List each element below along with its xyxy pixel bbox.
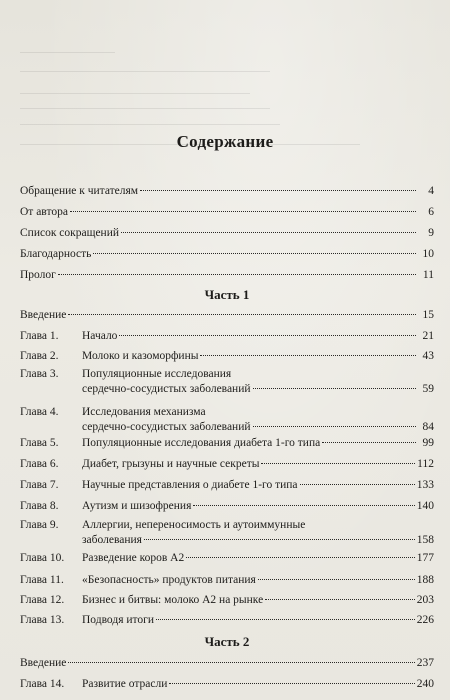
entry-title: Обращение к читателям: [20, 185, 139, 197]
entry-body: [20, 226, 434, 241]
entry-title: «Безопасность» продуктов питания: [82, 574, 256, 586]
entry-line: [82, 573, 434, 588]
entry-body: [82, 405, 434, 435]
chapter-number: Глава 11.: [20, 574, 64, 586]
chapter-number: Глава 4.: [20, 406, 59, 418]
entry-title: Популяционные исследования диабета 1-го типа: [82, 437, 321, 449]
dot-leader: [121, 231, 416, 233]
page-number: 11: [422, 269, 434, 281]
dot-leader: [265, 598, 415, 600]
entry-title: Благодарность: [20, 248, 92, 260]
entry-body: [82, 551, 434, 566]
page-number: 21: [422, 330, 434, 342]
chapter-number: Глава 3.: [20, 368, 59, 380]
chapter-number: Глава 12.: [20, 594, 65, 606]
dot-leader: [200, 354, 416, 356]
entry-body: [82, 436, 434, 451]
chapter-number: Глава 2.: [20, 350, 59, 362]
entry-line: [20, 247, 434, 262]
entry-line: [20, 205, 434, 220]
entry-body: [82, 349, 434, 364]
page-number: 158: [416, 534, 434, 546]
dot-leader: [322, 441, 416, 443]
entry-line: [20, 308, 434, 323]
dot-leader: [258, 578, 415, 580]
page-number: 6: [428, 206, 434, 218]
entry-title: Популяционные исследования: [82, 368, 232, 380]
page-number: 237: [416, 657, 434, 669]
entry-title: Введение: [20, 309, 67, 321]
page-number: 84: [422, 421, 434, 433]
entry-body: [82, 478, 434, 493]
page-number: 140: [416, 500, 434, 512]
entry-body: [20, 308, 434, 323]
entry-line: [82, 382, 434, 397]
entry-line: [82, 405, 434, 420]
entry-title: Развитие отрасли: [82, 678, 168, 690]
entry-title: Бизнес и битвы: молоко А2 на рынке: [82, 594, 264, 606]
chapter-number: Глава 1.: [20, 330, 59, 342]
entry-line: [20, 226, 434, 241]
chapter-number: Глава 8.: [20, 500, 59, 512]
chapter-number: Глава 9.: [20, 519, 59, 531]
dot-leader: [186, 556, 415, 558]
entry-line: [82, 367, 434, 382]
entry-title: Пролог: [20, 269, 56, 281]
entry-title: Диабет, грызуны и научные секреты: [82, 458, 260, 470]
entry-body: [82, 499, 434, 514]
entry-line: [82, 518, 434, 533]
page-number: 9: [428, 227, 434, 239]
chapter-number: Глава 6.: [20, 458, 59, 470]
entry-body: [20, 656, 434, 671]
dot-leader: [93, 252, 416, 254]
entry-line: [20, 184, 434, 199]
entry-title: Молоко и казоморфины: [82, 350, 199, 362]
page-number: 4: [428, 185, 434, 197]
dot-leader: [144, 538, 415, 540]
dot-leader: [261, 462, 415, 464]
entry-body: [82, 613, 434, 628]
entry-line: [20, 656, 434, 671]
part-heading: Часть 2: [204, 634, 250, 649]
dot-leader: [58, 273, 416, 275]
entry-title: Список сокращений: [20, 227, 120, 239]
entry-title: Аутизм и шизофрения: [82, 500, 192, 512]
entry-line: [82, 457, 434, 472]
dot-leader: [253, 425, 416, 427]
entry-body: [20, 184, 434, 199]
entry-title: Исследования механизма: [82, 406, 206, 418]
entry-title: От автора: [20, 206, 68, 218]
page-number: 10: [422, 248, 434, 260]
entry-line: [82, 533, 434, 548]
page-number: 133: [416, 479, 434, 491]
entry-body: [82, 573, 434, 588]
dot-leader: [140, 189, 416, 191]
entry-line: [82, 499, 434, 514]
page-number: 15: [422, 309, 434, 321]
entry-title: Введение: [20, 657, 67, 669]
entry-body: [82, 677, 434, 692]
dot-leader: [68, 661, 414, 663]
entry-line: [82, 551, 434, 566]
entry-line: [82, 349, 434, 364]
entry-body: [20, 247, 434, 262]
entry-line: [82, 677, 434, 692]
entry-body: [82, 367, 434, 397]
entry-body: [82, 457, 434, 472]
dot-leader: [300, 483, 415, 485]
page-number: 112: [417, 458, 434, 470]
entry-body: [82, 518, 434, 548]
entry-title: сердечно-сосудистых заболеваний: [82, 383, 251, 395]
page-number: 177: [416, 552, 434, 564]
entry-title: Подводя итоги: [82, 614, 155, 626]
page-title: Содержание: [176, 132, 274, 151]
entry-title: Разведение коров А2: [82, 552, 185, 564]
chapter-number: Глава 7.: [20, 479, 59, 491]
page-number: 99: [422, 437, 434, 449]
part-heading: Часть 1: [204, 287, 250, 302]
chapter-number: Глава 14.: [20, 678, 65, 690]
entry-title: заболевания: [82, 534, 142, 546]
entry-line: [82, 593, 434, 608]
dot-leader: [156, 618, 415, 620]
chapter-number: Глава 13.: [20, 614, 65, 626]
entry-title: Научные представления о диабете 1-го типа: [82, 479, 298, 491]
entry-body: [82, 593, 434, 608]
dot-leader: [68, 313, 416, 315]
entry-title: сердечно-сосудистых заболеваний: [82, 421, 251, 433]
page-number: 188: [416, 574, 434, 586]
entry-line: [82, 420, 434, 435]
entry-line: [82, 329, 434, 344]
entry-title: Начало: [82, 330, 118, 342]
dot-leader: [119, 334, 416, 336]
entry-title: Аллергии, непереносимость и аутоиммунные: [82, 519, 306, 531]
entry-body: [82, 329, 434, 344]
dot-leader: [193, 504, 414, 506]
dot-leader: [70, 210, 416, 212]
entry-line: [82, 478, 434, 493]
dot-leader: [253, 387, 416, 389]
page-number: 59: [422, 383, 434, 395]
chapter-number: Глава 10.: [20, 552, 65, 564]
page-number: 43: [422, 350, 434, 362]
chapter-number: Глава 5.: [20, 437, 59, 449]
entry-body: [20, 268, 434, 283]
entry-line: [82, 613, 434, 628]
page-number: 226: [416, 614, 434, 626]
page-number: 203: [416, 594, 434, 606]
dot-leader: [169, 682, 414, 684]
page-number: 240: [416, 678, 434, 690]
entry-body: [20, 205, 434, 220]
entry-line: [82, 436, 434, 451]
entry-line: [20, 268, 434, 283]
